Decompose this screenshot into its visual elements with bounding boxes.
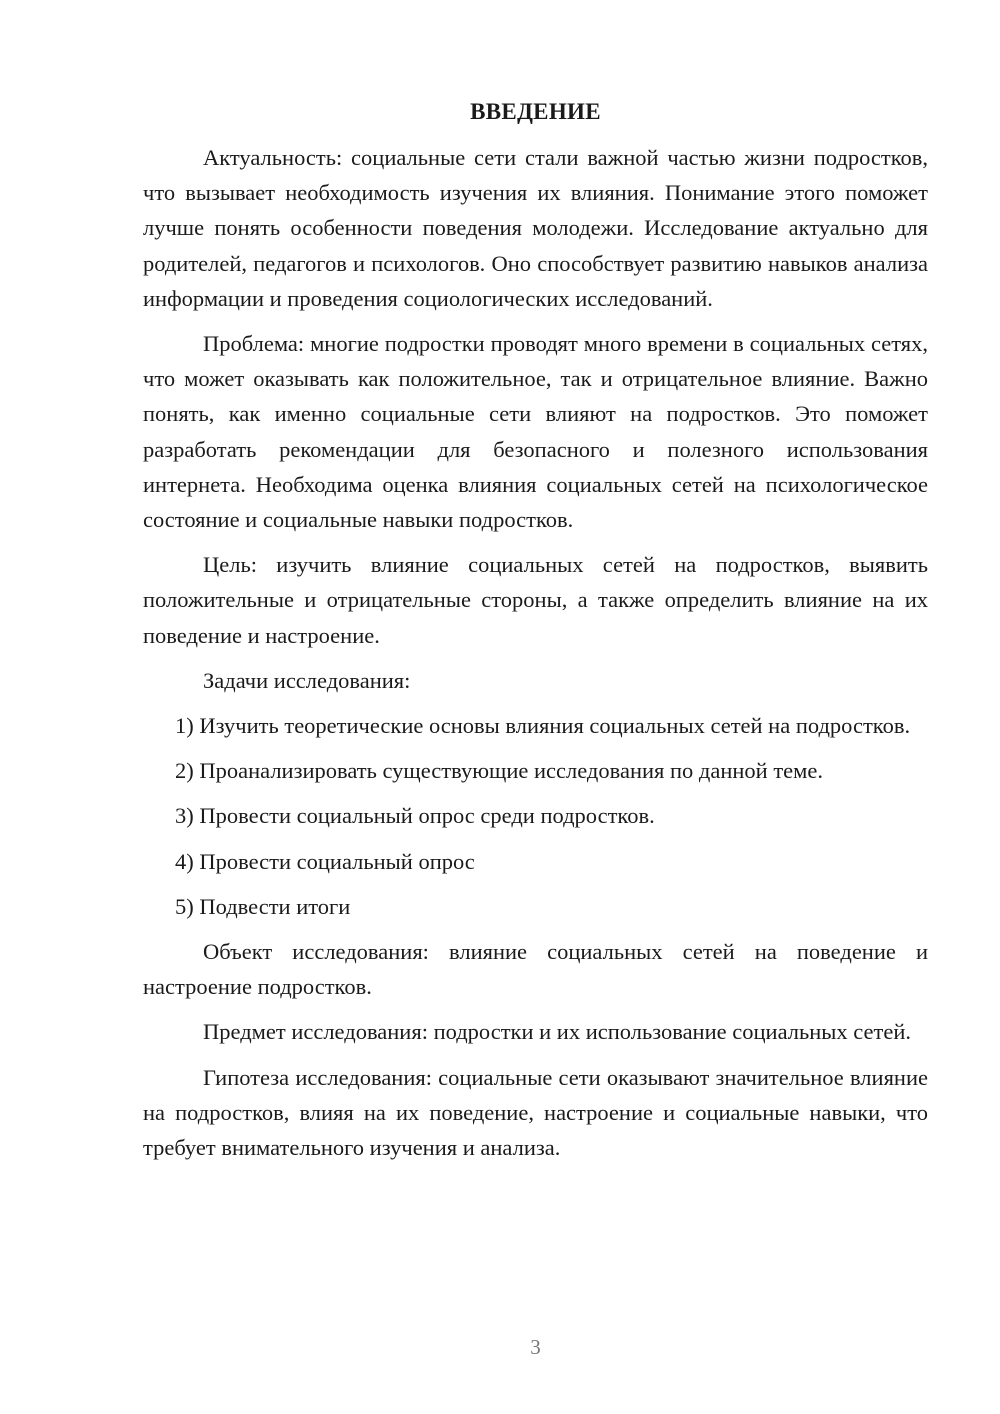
page-title: ВВЕДЕНИЕ xyxy=(470,99,601,124)
document-body xyxy=(143,140,928,1175)
goal-paragraph: Цель: изучить влияние социальных сетей на подростков, выявить положительные и отрицательные стороны, а также определить влияние на их поведение и настроение. xyxy=(143,552,928,648)
relevance-paragraph: Актуальность: социальные сети стали важной частью жизни подростков, что вызывает необходимость изучения их влияния. Понимание этого поможет лучше понять особенности поведения молодежи. Исследование актуально для родителей, педагогов и психологов. Оно способствует развитию навыков анализа информации и проведения социологических исследований. xyxy=(143,145,928,311)
problem-paragraph: Проблема: многие подростки проводят много времени в социальных сетях, что может оказывать как положительное, так и отрицательное влияние. Важно понять, как именно социальные сети влияют на подростков. Это поможет разработать рекомендации для безопасного и полезного использования интернета. Необходима оценка влияния социальных сетей на психологическое состояние и социальные навыки подростков. xyxy=(143,331,928,533)
subject-paragraph: Предмет исследования: подростки и их использование социальных сетей. xyxy=(203,1019,912,1045)
task-item: 5) Подвести итоги xyxy=(175,893,351,919)
object-paragraph: Объект исследования: влияние социальных сетей на поведение и настроение подростков. xyxy=(143,939,928,1000)
tasks-heading: Задачи исследования: xyxy=(203,667,411,693)
hypothesis-paragraph: Гипотеза исследования: социальные сети оказывают значительное влияние на подростков, влияя на их поведение, настроение и социальные навыки, что требует внимательного изучения и анализа. xyxy=(143,1064,928,1161)
page-number: 3 xyxy=(530,1335,541,1359)
task-item: 2) Проанализировать существующие исследования по данной теме. xyxy=(175,758,824,784)
task-item: 3) Провести социальный опрос среди подростков. xyxy=(175,803,655,829)
task-item: 4) Провести социальный опрос xyxy=(175,848,475,874)
task-item: 1) Изучить теоретические основы влияния социальных сетей на подростков. xyxy=(175,713,911,739)
